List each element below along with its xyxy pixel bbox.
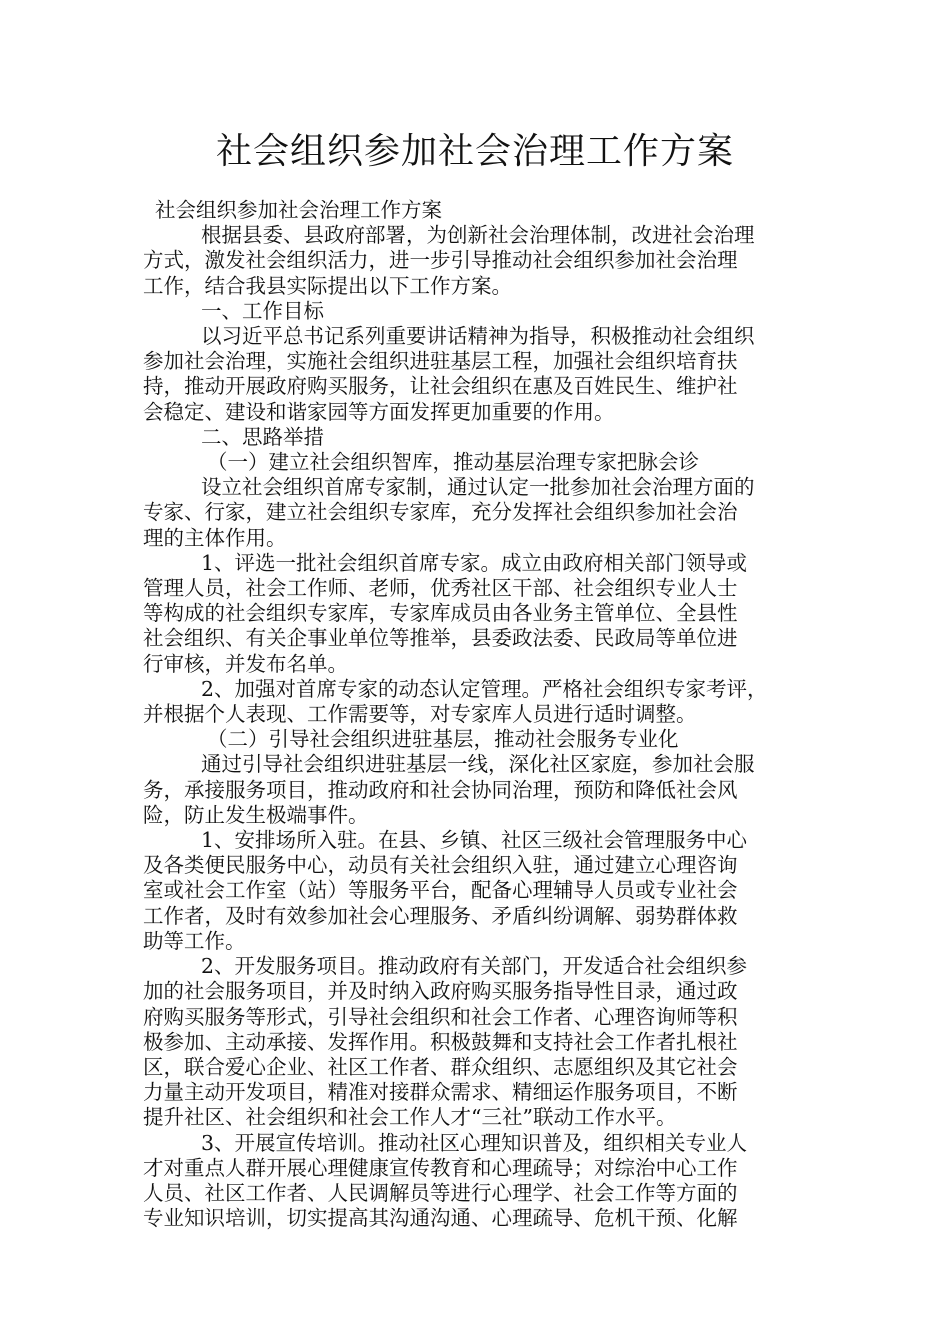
body-line: 极参加、主动承接、发挥作用。积极鼓舞和支持社会工作者扎根社 xyxy=(143,1029,738,1054)
body-line: 设立社会组织首席专家制，通过认定一批参加社会治理方面的 xyxy=(201,475,755,500)
body-line: 3、开展宣传培训。推动社区心理知识普及，组织相关专业人 xyxy=(201,1130,748,1155)
body-line: 险，防止发生极端事件。 xyxy=(143,802,369,827)
body-line: 助等工作。 xyxy=(143,928,246,953)
body-line: 及各类便民服务中心，动员有关社会组织入驻，通过建立心理咨询 xyxy=(143,853,738,878)
body-line: 根据县委、县政府部署，为创新社会治理体制，改进社会治理 xyxy=(201,223,755,248)
body-line: 方式，激发社会组织活力，进一步引导推动社会组织参加社会治理 xyxy=(143,248,738,273)
body-line: 并根据个人表现、工作需要等，对专家库人员进行适时调整。 xyxy=(143,702,697,727)
body-line: 才对重点人群开展心理健康宣传教育和心理疏导；对综治中心工作 xyxy=(143,1155,738,1180)
body-line: 工作者，及时有效参加社会心理服务、矛盾纠纷调解、弱势群体救 xyxy=(143,903,738,928)
body-line: 提升社区、社会组织和社会工作人才“三社”联动工作水平。 xyxy=(143,1105,677,1130)
body-line: （二）引导社会组织进驻基层，推动社会服务专业化 xyxy=(207,727,679,752)
body-line: 1、安排场所入驻。在县、乡镇、社区三级社会管理服务中心 xyxy=(201,828,748,853)
body-line: 会稳定、建设和谐家园等方面发挥更加重要的作用。 xyxy=(143,399,615,424)
body-line: 2、加强对首席专家的动态认定管理。严格社会组织专家考评， xyxy=(201,676,768,701)
body-line: 行审核，并发布名单。 xyxy=(143,651,348,676)
body-line: 专家、行家，建立社会组织专家库，充分发挥社会组织参加社会治 xyxy=(143,500,738,525)
body-line: 管理人员，社会工作师、老师，优秀社区干部、社会组织专业人士 xyxy=(143,576,738,601)
body-line: 工作，结合我县实际提出以下工作方案。 xyxy=(143,273,512,298)
body-line: 社会组织、有关企事业单位等推举，县委政法委、民政局等单位进 xyxy=(143,626,738,651)
body-line: 1、评选一批社会组织首席专家。成立由政府相关部门领导或 xyxy=(201,550,748,575)
body-line: 人员、社区工作者、人民调解员等进行心理学、社会工作等方面的 xyxy=(143,1180,738,1205)
body-line: 力量主动开发项目，精准对接群众需求、精细运作服务项目，不断 xyxy=(143,1080,738,1105)
body-line: 以习近平总书记系列重要讲话精神为指导，积极推动社会组织 xyxy=(201,324,755,349)
document-body xyxy=(143,198,811,1231)
body-line: 等构成的社会组织专家库，专家库成员由各业务主管单位、全县性 xyxy=(143,601,738,626)
body-line: 室或社会工作室（站）等服务平台，配备心理辅导人员或专业社会 xyxy=(143,878,738,903)
body-line: 区，联合爱心企业、社区工作者、群众组织、志愿组织及其它社会 xyxy=(143,1054,738,1079)
body-line: 社会组织参加社会治理工作方案 xyxy=(155,198,442,222)
body-line: 2、开发服务项目。推动政府有关部门，开发适合社会组织参 xyxy=(201,954,748,979)
body-line: 参加社会治理，实施社会组织进驻基层工程，加强社会组织培育扶 xyxy=(143,349,738,374)
body-line: 二、思路举措 xyxy=(201,424,324,449)
body-line: 府购买服务等形式，引导社会组织和社会工作者、心理咨询师等积 xyxy=(143,1004,738,1029)
body-line: 通过引导社会组织进驻基层一线，深化社区家庭，参加社会服 xyxy=(201,752,755,777)
body-line: （一）建立社会组织智库，推动基层治理专家把脉会诊 xyxy=(207,450,699,475)
body-line: 持，推动开展政府购买服务，让社会组织在惠及百姓民生、维护社 xyxy=(143,374,738,399)
body-line: 加的社会服务项目，并及时纳入政府购买服务指导性目录，通过政 xyxy=(143,979,738,1004)
body-line: 务，承接服务项目，推动政府和社会协同治理，预防和降低社会风 xyxy=(143,777,738,802)
document-title: 社会组织参加社会治理工作方案 xyxy=(215,131,734,172)
body-line: 一、工作目标 xyxy=(201,298,324,323)
body-line: 理的主体作用。 xyxy=(143,525,287,550)
body-line: 专业知识培训，切实提高其沟通沟通、心理疏导、危机干预、化解 xyxy=(143,1206,738,1231)
